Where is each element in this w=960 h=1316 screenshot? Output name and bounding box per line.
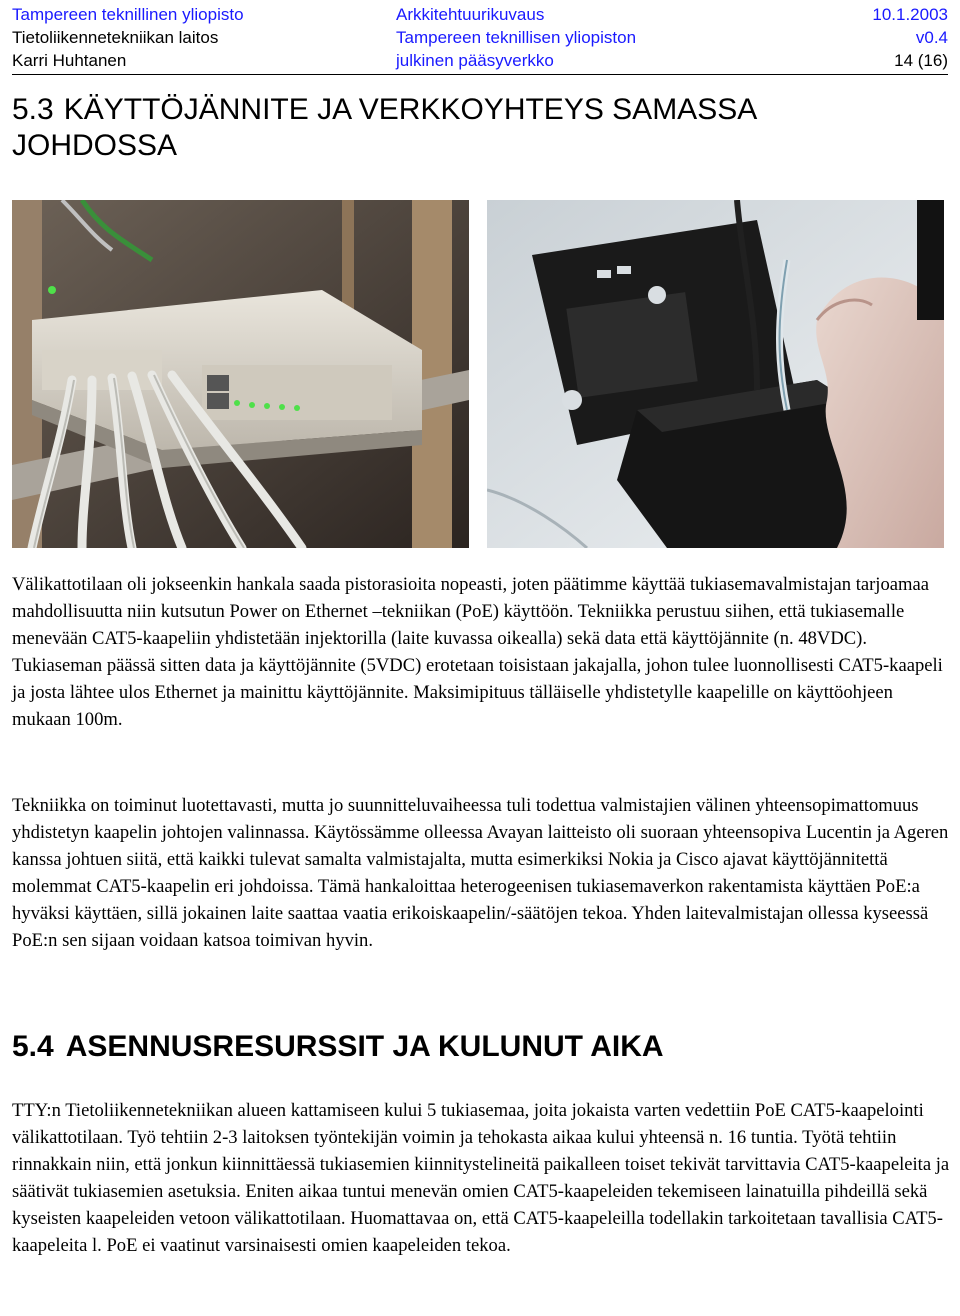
- section-title: ASENNUSRESURSSIT JA KULUNUT AIKA: [65, 1030, 664, 1063]
- section-number: 5.3: [12, 93, 54, 126]
- header-date: 10.1.2003: [872, 5, 948, 24]
- header-department: Tietoliikennetekniikan laitos: [12, 28, 219, 47]
- photo-poe-injector: [487, 200, 944, 548]
- section-5-3-paragraph-1: Välikattotilaan oli jokseenkin hankala saada pistorasioita nopeasti, joten päätimme käyttää tukiasemavalmistajan tarjoamaa mahdollisuutta niin kutsutun Power on Ethernet –tekniikan (PoE) käyttöön. Tekniikka perustuu siihen, että tukiasemalle menevään CAT5-kaapeliin yhdistetään injektorilla (laite kuvassa oikealla) sekä data että käyttöjännite (n. 48VDC). Tukiaseman päässä sitten data ja käyttöjännite (5VDC) erotetaan toisistaan jakajalla, johon tulee luonnollisesti CAT5-kaapeli ja josta lähtee ulos Ethernet ja mainittu käyttöjännite. Maksimipituus tälläiselle yhdistetylle kaapelille on käyttöohjeen mukaan 100m.: [12, 574, 943, 730]
- header-divider: [12, 74, 948, 75]
- section-title: KÄYTTÖJÄNNITE JA VERKKOYHTEYS SAMASSA JOHDOSSA: [12, 93, 756, 162]
- header-organization: Tampereen teknillinen yliopisto: [12, 5, 244, 24]
- section-5-4-paragraph-1: TTY:n Tietoliikennetekniikan alueen kattamiseen kului 5 tukiasemaa, joita jokaista varten vedettiin PoE CAT5-kaapelointi välikattotilaan. Työ tehtiin 2-3 laitoksen työntekijän voimin ja tehokasta aikaa kului yhteensä n. 16 tuntia. Työtä tehtiin rinnakkain niin, että jonkun kiinnittäessä tukiasemien kiinnitystelineitä paikalleen toiset tekivät tarvittavia CAT5-kaapeleita ja säätivät tukiasemien asetuksia. Eniten aikaa tuntui menevän omien CAT5-kaapeleiden tekemiseen lainatuilla pihdeillä sekä kyseisten kaapeleiden vetoon välikattotilaan. Huomattavaa on, että CAT5-kaapeleilla todellakin tarkoitetaan tavallisia CAT5-kaapeleita l. PoE ei vaatinut varsinaisesti omien kaapeleiden tekoa.: [12, 1100, 950, 1256]
- header-page-number: 14 (16): [894, 51, 948, 70]
- page-header: [12, 4, 948, 72]
- section-heading-5-4: [12, 1029, 664, 1065]
- header-document-subtitle: Tampereen teknillisen yliopiston: [396, 28, 637, 47]
- header-document-title: Arkkitehtuurikuvaus: [396, 5, 545, 24]
- section-5-3-paragraph-2: Tekniikka on toiminut luotettavasti, mutta jo suunnitteluvaiheessa tuli todettua valmistajien välinen yhteensopimattomuus yhdistetyn kaapelin johtojen valinnassa. Käytössämme olleessa Avayan laitteisto oli suoraan yhteensopiva Lucentin ja Ageren kanssa johtuen siitä, että kaikki tulevat samalta valmistajalta, mutta esimerkiksi Nokia ja Cisco ajavat käyttöjännitettä molemmat CAT5-kaapelin eri johdoissa. Tämä hankaloittaa heterogeenisen tukiasemaverkon rakentamista käyttäen PoE:a hyväksi käyttäen, sillä jokainen laite saattaa vaatia erikoiskaapelin/-säätöjen tekoa. Yhden laitevalmistajan ollessa kyseessä PoE:n sen sijaan voidaan katsoa toimivan hyvin.: [12, 795, 949, 951]
- section-number: 5.4: [12, 1030, 54, 1063]
- header-version: v0.4: [915, 28, 948, 47]
- header-document-subtitle-2: julkinen pääsyverkko: [396, 51, 554, 70]
- section-heading-5-3: [12, 92, 912, 164]
- header-author: Karri Huhtanen: [12, 51, 127, 70]
- photo-poe-switch: [12, 200, 469, 548]
